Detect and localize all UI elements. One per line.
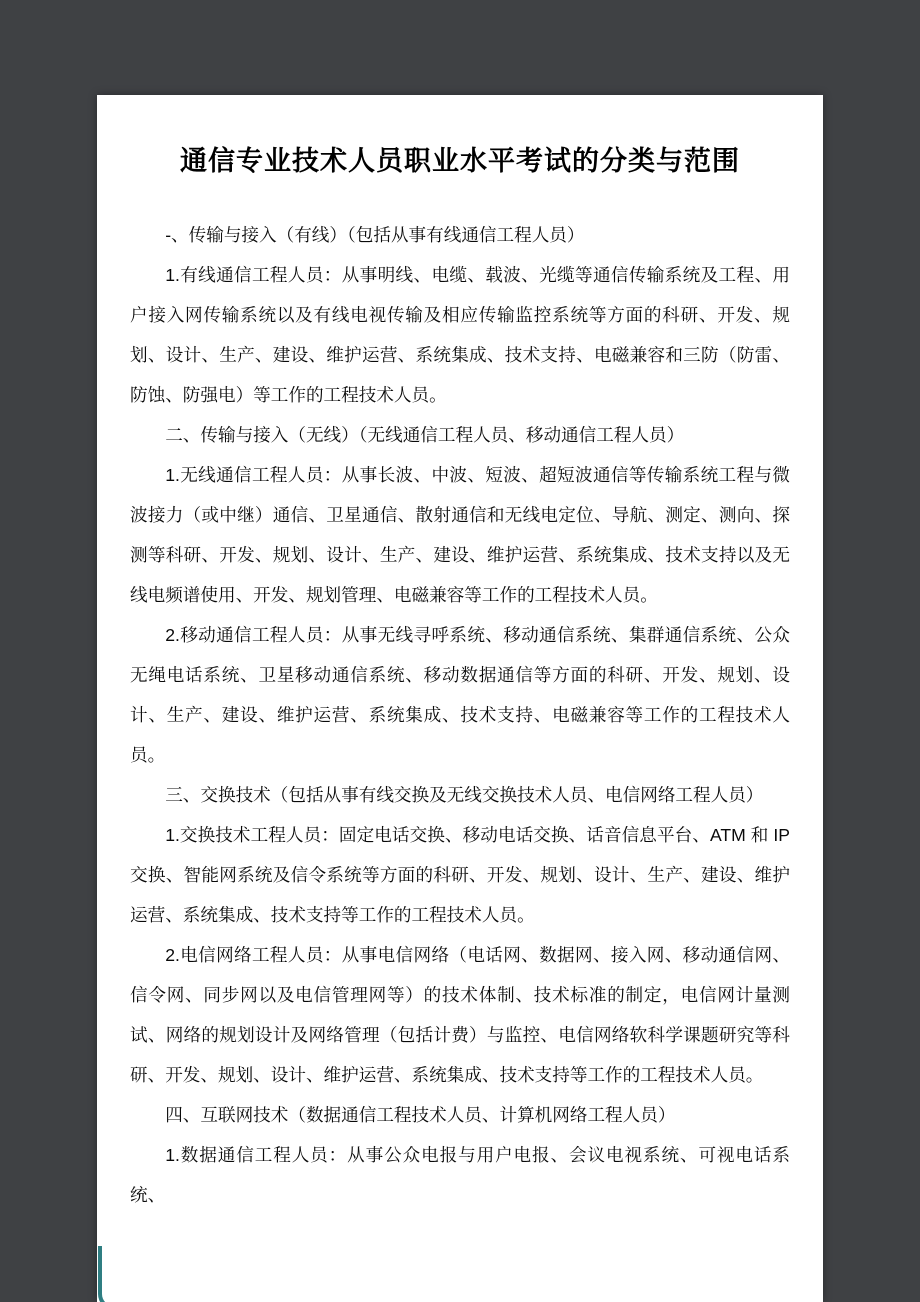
paragraph-telecom-network-engineers: 2.电信网络工程人员：从事电信网络（电话网、数据网、接入网、移动通信网、信令网、同步网以及电信管理网等）的技术体制、技术标准的制定，电信网计量测试、网络的规划设计及网络管理（包括计费）与监控、电信网络软科学课题研究等科研、开发、规划、设计、维护运营、系统集成、技术支持等工作的工程技术人员。 xyxy=(130,945,790,1086)
paragraph-switching-engineers: 1.交换技术工程人员：固定电话交换、移动电话交换、话音信息平台、ATM 和 IP 交换、智能网系统及信令系统等方面的科研、开发、规划、设计、生产、建设、维护运营、系统集成、技术支持等工作的工程技术人员。 xyxy=(130,825,790,926)
section-heading-wired: -、传输与接入（有线）（包括从事有线通信工程人员） xyxy=(165,225,585,246)
paragraph-wireless-engineers: 1.无线通信工程人员：从事长波、中波、短波、超短波通信等传输系统工程与微波接力（或中继）通信、卫星通信、散射通信和无线电定位、导航、测定、测向、探测等科研、开发、规划、设计、生产、建设、维护运营、系统集成、技术支持以及无线电频谱使用、开发、规划管理、电磁兼容等工作的工程技术人员。 xyxy=(130,465,790,606)
paragraph-data-comm-engineers: 1.数据通信工程人员：从事公众电报与用户电报、会议电视系统、可视电话系统、 xyxy=(130,1145,790,1206)
section-heading-wireless: 二、传输与接入（无线）（无线通信工程人员、移动通信工程人员） xyxy=(165,425,685,446)
document-page xyxy=(97,95,823,1302)
section-heading-switching: 三、交换技术（包括从事有线交换及无线交换技术人员、电信网络工程人员） xyxy=(165,785,764,806)
paragraph-mobile-engineers: 2.移动通信工程人员：从事无线寻呼系统、移动通信系统、集群通信系统、公众无绳电话系统、卫星移动通信系统、移动数据通信等方面的科研、开发、规划、设计、生产、建设、维护运营、系统集成、技术支持、电磁兼容等工作的工程技术人员。 xyxy=(130,625,790,766)
paragraph-wired-engineers: 1.有线通信工程人员：从事明线、电缆、载波、光缆等通信传输系统及工程、用户接入网传输系统以及有线电视传输及相应传输监控系统等方面的科研、开发、规划、设计、生产、建设、维护运营、系统集成、技术支持、电磁兼容和三防（防雷、防蚀、防强电）等工作的工程技术人员。 xyxy=(130,265,790,406)
page-corner-accent-border xyxy=(98,1246,138,1302)
section-heading-internet: 四、互联网技术（数据通信工程技术人员、计算机网络工程人员） xyxy=(165,1105,676,1126)
document-title: 通信专业技术人员职业水平考试的分类与范围 xyxy=(180,146,740,176)
